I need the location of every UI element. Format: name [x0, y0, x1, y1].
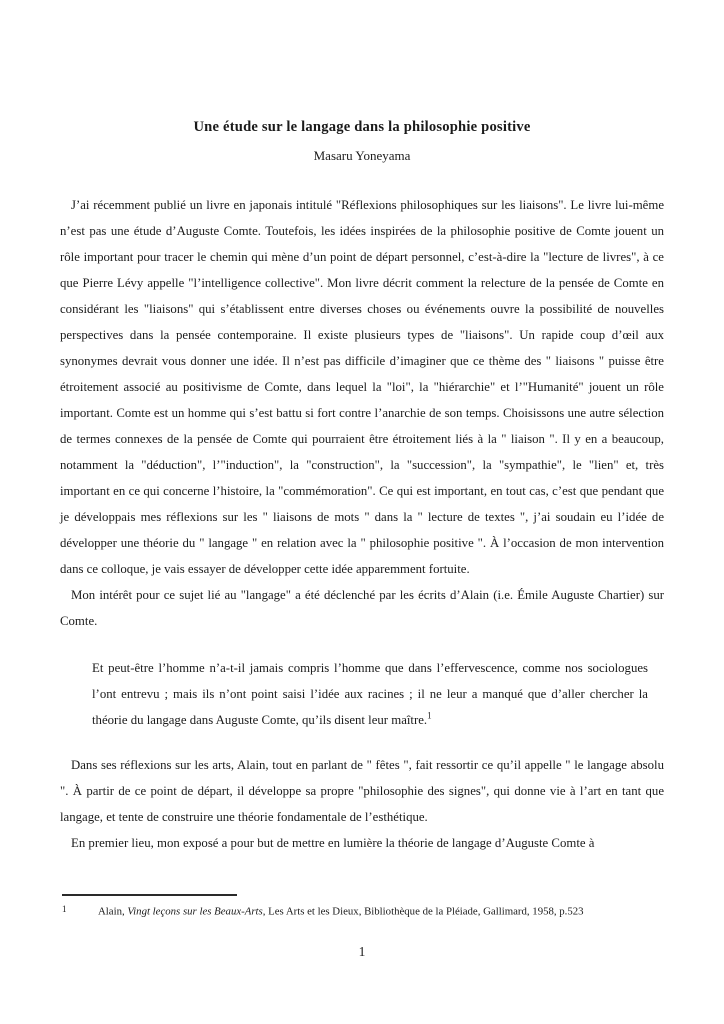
author-name: Masaru Yoneyama [313, 148, 411, 163]
page-title: Une étude sur le langage dans la philosophie positive [193, 119, 531, 135]
paragraph-1: J’ai récemment publié un livre en japonais intitulé "Réflexions philosophiques sur les liaisons". Le livre lui-même n’est pas une étude d’Auguste Comte. Toutefois, les idées inspirées de la philosophie positive de Comte jouent un rôle important pour tracer le chemin qui mène d’un point de départ personnel, c’est-à-dire la "lecture de livres", à ce que Pierre Lévy appelle "l’intelligence collective". Mon livre décrit comment la relecture de la pensée de Comte en considérant les "liaisons" qui s’établissent entre diverses choses ou événements ouvre la possibilité de nouvelles perspectives dans la pensée contemporaine. Il existe plusieurs types de "liaisons". Un rapide coup d’œil aux synonymes devrait vous donner une idée. Il n’est pas difficile d’imaginer que ce thème des " liaisons " puisse être étroitement associé au positivisme de Comte, dans lequel la "loi", la "hiérarchie" et l’"Humanité" jouent un rôle important. Comte est un homme qui s’est battu si fort contre l’anarchie de son temps. Choisissons une autre sélection de termes connexes de la pensée de Comte qui pourraient être étroitement liés à la " liaison ". Il y en a beaucoup, notamment la "déduction", l’"induction", la "construction", la "succession", la "sympathie", le "lien" et, très important en ce qui concerne l’histoire, la "commémoration". Ce qui est important, en tout cas, c’est que pendant que je développais mes réflexions sur les " liaisons de mots " dans la " lecture de textes ", j’ai soudain eu l’idée de développer une théorie du " langage " en relation avec la " philosophie positive ". À l’occasion de mon intervention dans ce colloque, je vais essayer de développer cette idée apparemment fortuite. [60, 198, 664, 576]
footnote-reference-mark: 1 [427, 710, 432, 721]
footnote [62, 902, 662, 920]
footnote-rest: , Les Arts et les Dieux, Bibliothèque de la Pléiade, Gallimard, 1958, p.523 [262, 905, 584, 918]
footnote-separator-rule [62, 894, 237, 896]
paragraph-3: Dans ses réflexions sur les arts, Alain, tout en parlant de " fêtes ", fait ressortir ce qu’il appelle " le langage absolu ". À partir de ce point de départ, il développe sa propre "philosophie des signes", qui donne vie à l’art en tant que langage, et tente de construire une théorie fondamentale de l’esthétique. [60, 758, 664, 824]
document-body [60, 192, 664, 856]
paragraph-2: Mon intérêt pour ce sujet lié au "langage" a été déclenché par les écrits d’Alain (i.e. Émile Auguste Chartier) sur Comte. [60, 588, 664, 628]
footnote-prefix: Alain, [98, 905, 128, 918]
quote-text: Et peut-être l’homme n’a-t-il jamais compris l’homme que dans l’effervescence, comme nos sociologues l’ont entrevu ; mais ils n’ont point saisi l’idée aux racines ; il ne leur a manqué que d’aller chercher la théorie du langage dans Auguste Comte, qu’ils disent leur maître. [92, 661, 648, 727]
paragraph-4: En premier lieu, mon exposé a pour but de mettre en lumière la théorie de langage d’Auguste Comte à [71, 836, 595, 850]
block-quote [92, 655, 648, 733]
page-number: 1 [358, 944, 366, 959]
footnote-text [98, 906, 584, 918]
footnote-number: 1 [62, 904, 67, 914]
footnote-book-title: Vingt leçons sur les Beaux-Arts [127, 905, 263, 918]
